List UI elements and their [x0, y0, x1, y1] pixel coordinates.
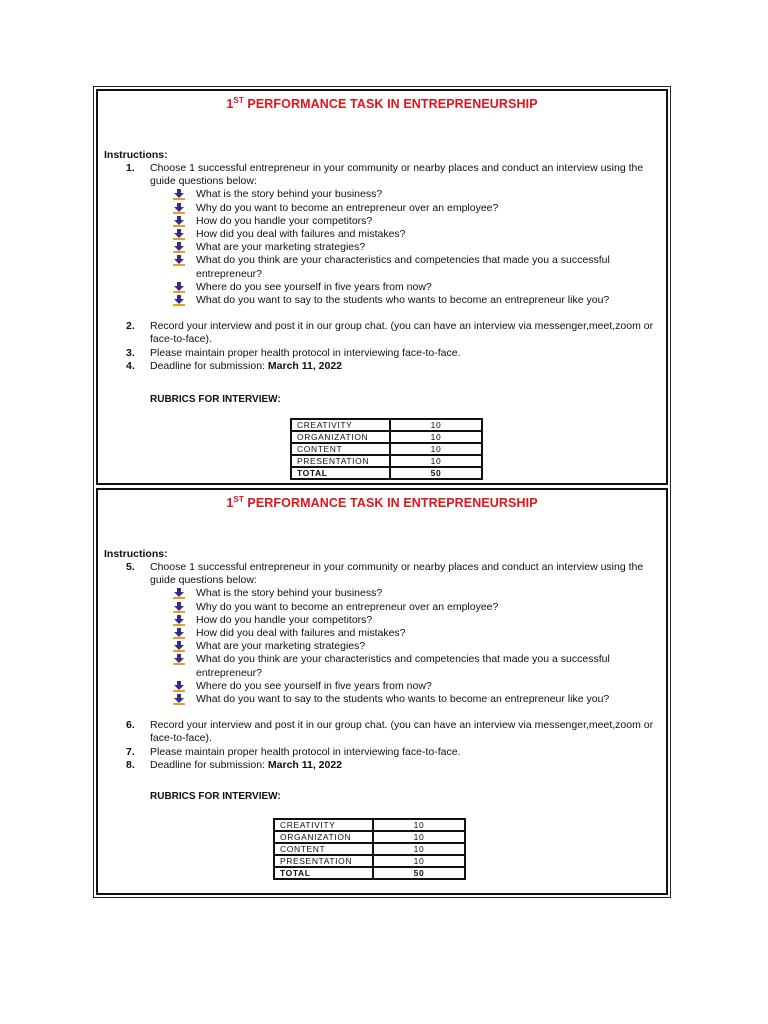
question-item: Why do you want to become an entrepreneur over an employee? — [98, 601, 666, 614]
rubrics-label: RUBRICS FOR INTERVIEW: — [150, 791, 281, 802]
item-text: Please maintain proper health protocol in interviewing face-to-face. — [150, 745, 461, 758]
list-item — [98, 759, 666, 772]
down-arrow-bullet-icon — [173, 229, 185, 240]
rubric-points: 10 — [373, 831, 465, 843]
question-item: What are your marketing strategies? — [98, 241, 666, 254]
question-item: What do you think are your characteristics and competencies that made you a successful entrepreneur? — [98, 254, 666, 280]
table-row — [291, 455, 482, 467]
down-arrow-bullet-icon — [173, 641, 185, 652]
deadline-date: March 11, 2022 — [267, 758, 343, 771]
rubrics-label: RUBRICS FOR INTERVIEW: — [150, 394, 281, 405]
down-arrow-bullet-icon — [173, 681, 185, 692]
question-item: What do you want to say to the students who wants to become an entrepreneur like you? — [98, 294, 666, 307]
item-number: 6. — [126, 719, 135, 732]
table-row — [291, 443, 482, 455]
instruction-list — [98, 561, 666, 772]
question-item: What do you think are your characteristics and competencies that made you a successful entrepreneur? — [98, 653, 666, 679]
question-item: How do you handle your competitors? — [98, 215, 666, 228]
down-arrow-bullet-icon — [173, 694, 185, 705]
panel-title: 1ST PERFORMANCE TASK IN ENTREPRENEURSHIP — [226, 96, 538, 112]
rubric-points: 10 — [390, 419, 482, 431]
rubric-criterion: TOTAL — [291, 467, 390, 479]
question-item: What is the story behind your business? — [98, 188, 666, 201]
rubric-table — [290, 418, 483, 480]
rubric-criterion: CONTENT — [291, 443, 390, 455]
down-arrow-bullet-icon — [173, 602, 185, 613]
item-text: Choose 1 successful entrepreneur in your community or nearby places and conduct an interview using the guide questions below: — [150, 162, 644, 188]
question-item: How did you deal with failures and mistakes? — [98, 228, 666, 241]
instructions-label: Instructions: — [104, 149, 168, 161]
item-number: 8. — [126, 758, 135, 771]
task-panel-1 — [96, 89, 668, 485]
list-item — [98, 162, 666, 188]
rubric-criterion: PRESENTATION — [291, 455, 390, 467]
down-arrow-bullet-icon — [173, 216, 185, 227]
down-arrow-bullet-icon — [173, 242, 185, 253]
rubric-criterion: PRESENTATION — [274, 855, 373, 867]
table-row-total — [291, 467, 482, 479]
item-number: 3. — [126, 346, 135, 359]
down-arrow-bullet-icon — [173, 654, 185, 665]
item-number: 2. — [126, 320, 135, 333]
instructions-label: Instructions: — [104, 548, 168, 560]
item-text: Deadline for submission: — [150, 359, 268, 372]
rubric-criterion: ORGANIZATION — [291, 431, 390, 443]
instruction-list — [98, 162, 666, 373]
down-arrow-bullet-icon — [173, 203, 185, 214]
rubric-points: 10 — [373, 819, 465, 831]
down-arrow-bullet-icon — [173, 295, 185, 306]
list-item — [98, 719, 666, 745]
task-panel-2 — [96, 488, 668, 895]
table-row — [274, 831, 465, 843]
item-text: Record your interview and post it in our group chat. (you can have an interview via messenger,meet,zoom or face-to-face). — [150, 320, 654, 346]
question-item: Where do you see yourself in five years from now? — [98, 281, 666, 294]
down-arrow-bullet-icon — [173, 588, 185, 599]
question-item: How did you deal with failures and mistakes? — [98, 627, 666, 640]
question-item: Why do you want to become an entrepreneur over an employee? — [98, 202, 666, 215]
question-item: What is the story behind your business? — [98, 587, 666, 600]
list-item — [98, 347, 666, 360]
rubric-criterion: TOTAL — [274, 867, 373, 879]
rubric-points: 10 — [373, 855, 465, 867]
table-row — [291, 419, 482, 431]
table-row — [274, 819, 465, 831]
panel-title: 1ST PERFORMANCE TASK IN ENTREPRENEURSHIP — [226, 495, 538, 511]
question-item: Where do you see yourself in five years from now? — [98, 680, 666, 693]
rubric-criterion: CREATIVITY — [274, 819, 373, 831]
down-arrow-bullet-icon — [173, 615, 185, 626]
down-arrow-bullet-icon — [173, 628, 185, 639]
item-number: 4. — [126, 359, 135, 372]
rubric-points: 50 — [390, 467, 482, 479]
rubric-points: 10 — [373, 843, 465, 855]
list-item — [98, 561, 666, 587]
list-item — [98, 746, 666, 759]
deadline-date: March 11, 2022 — [267, 359, 343, 372]
item-number: 1. — [126, 162, 135, 174]
item-text: Deadline for submission: — [150, 758, 268, 771]
rubric-points: 10 — [390, 443, 482, 455]
down-arrow-bullet-icon — [173, 255, 185, 266]
list-item — [98, 320, 666, 346]
rubric-criterion: ORGANIZATION — [274, 831, 373, 843]
question-item: What do you want to say to the students who wants to become an entrepreneur like you? — [98, 693, 666, 706]
list-item — [98, 360, 666, 373]
question-item: What are your marketing strategies? — [98, 640, 666, 653]
rubric-points: 10 — [390, 431, 482, 443]
item-text: Please maintain proper health protocol in interviewing face-to-face. — [150, 346, 461, 359]
down-arrow-bullet-icon — [173, 189, 185, 200]
rubric-points: 10 — [390, 455, 482, 467]
table-row — [274, 855, 465, 867]
question-item: How do you handle your competitors? — [98, 614, 666, 627]
rubric-table — [273, 818, 466, 880]
item-text: Choose 1 successful entrepreneur in your community or nearby places and conduct an interview using the guide questions below: — [150, 561, 644, 587]
rubric-criterion: CONTENT — [274, 843, 373, 855]
table-row — [291, 431, 482, 443]
item-text: Record your interview and post it in our group chat. (you can have an interview via messenger,meet,zoom or face-to-face). — [150, 719, 654, 745]
down-arrow-bullet-icon — [173, 282, 185, 293]
item-number: 7. — [126, 745, 135, 758]
item-number: 5. — [126, 561, 135, 573]
table-row — [274, 843, 465, 855]
rubric-points: 50 — [373, 867, 465, 879]
rubric-criterion: CREATIVITY — [291, 419, 390, 431]
table-row-total — [274, 867, 465, 879]
